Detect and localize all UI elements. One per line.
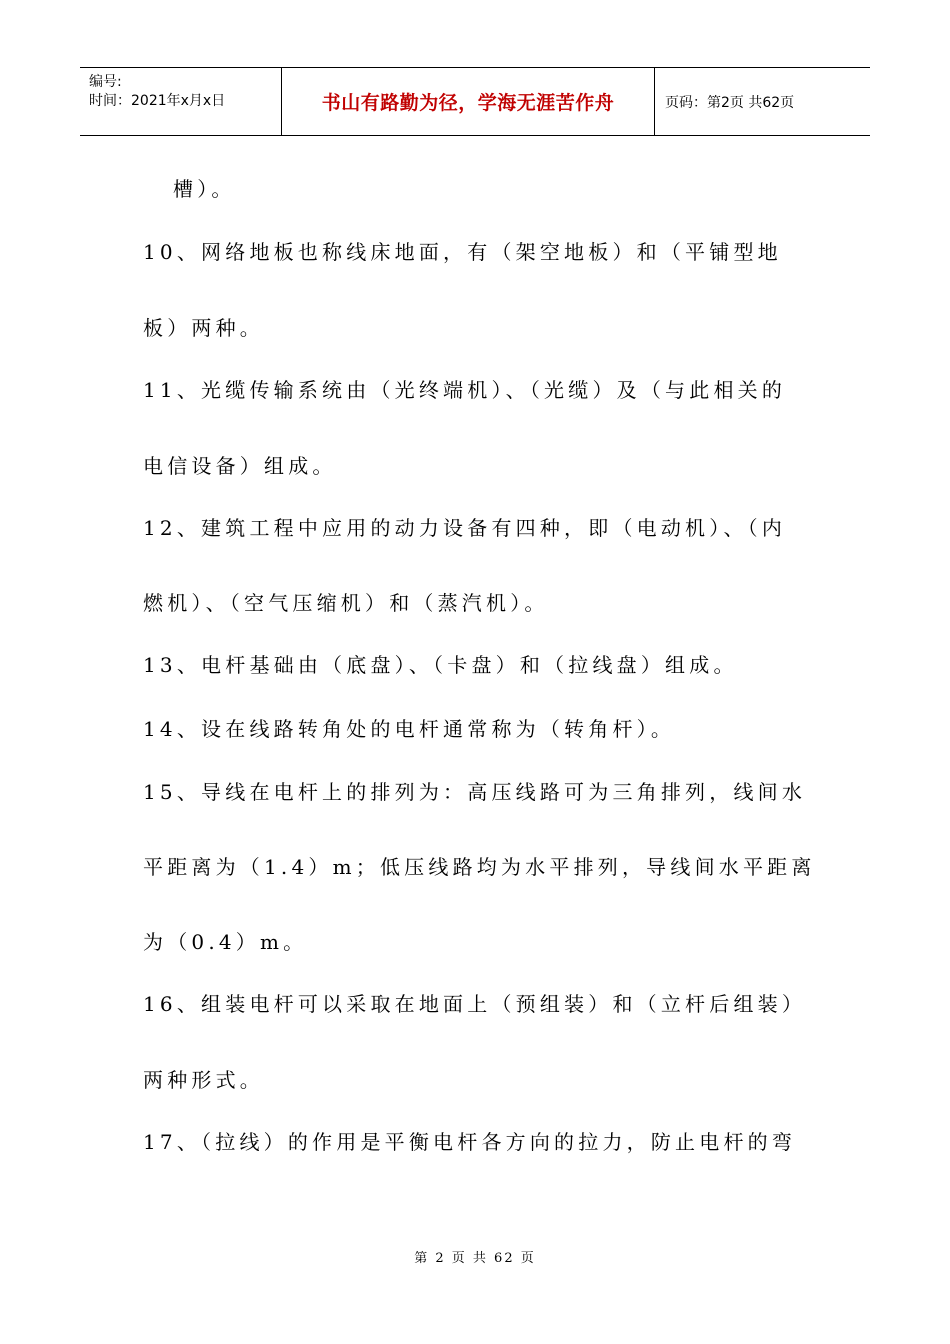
text-line: 14、设在线路转角处的电杆通常称为（转角杆）。 <box>143 717 676 741</box>
text-line: 燃机）、（空气压缩机）和（蒸汽机）。 <box>143 591 549 615</box>
page-footer: 第 2 页 共 62 页 <box>414 1251 536 1266</box>
header-slogan: 书山有路勤为径，学海无涯苦作舟 <box>321 92 615 114</box>
text-line: 12、建筑工程中应用的动力设备有四种，即（电动机）、（内 <box>143 516 787 540</box>
text-line: 槽）。 <box>173 177 236 201</box>
text-line: 平距离为（1.4）m；低压线路均为水平排列，导线间水平距离 <box>143 855 816 879</box>
text-line: 17、（拉线）的作用是平衡电杆各方向的拉力，防止电杆的弯 <box>143 1130 797 1154</box>
text-line: 板）两种。 <box>143 316 264 340</box>
text-line: 两种形式。 <box>143 1068 264 1092</box>
document-time-label: 时间：2021年x月x日 <box>89 93 226 109</box>
text-line: 电信设备）组成。 <box>143 454 337 478</box>
header-page-info: 页码：第2页 共62页 <box>665 94 795 111</box>
text-line: 为（0.4）m。 <box>143 930 308 954</box>
text-line: 16、组装电杆可以采取在地面上（预组装）和（立杆后组装） <box>143 992 807 1016</box>
text-line: 13、电杆基础由（底盘）、（卡盘）和（拉线盘）组成。 <box>143 653 738 677</box>
text-line: 11、光缆传输系统由（光终端机）、（光缆）及（与此相关的 <box>143 378 787 402</box>
header-slogan-cell <box>282 68 655 135</box>
header-page-cell <box>655 68 870 135</box>
document-number-label: 编号: <box>89 74 122 90</box>
header-meta-cell <box>80 68 282 135</box>
header-table <box>80 67 870 136</box>
text-line: 10、网络地板也称线床地面，有（架空地板）和（平铺型地 <box>143 240 782 264</box>
text-line: 15、导线在电杆上的排列为：高压线路可为三角排列，线间水 <box>143 780 807 804</box>
